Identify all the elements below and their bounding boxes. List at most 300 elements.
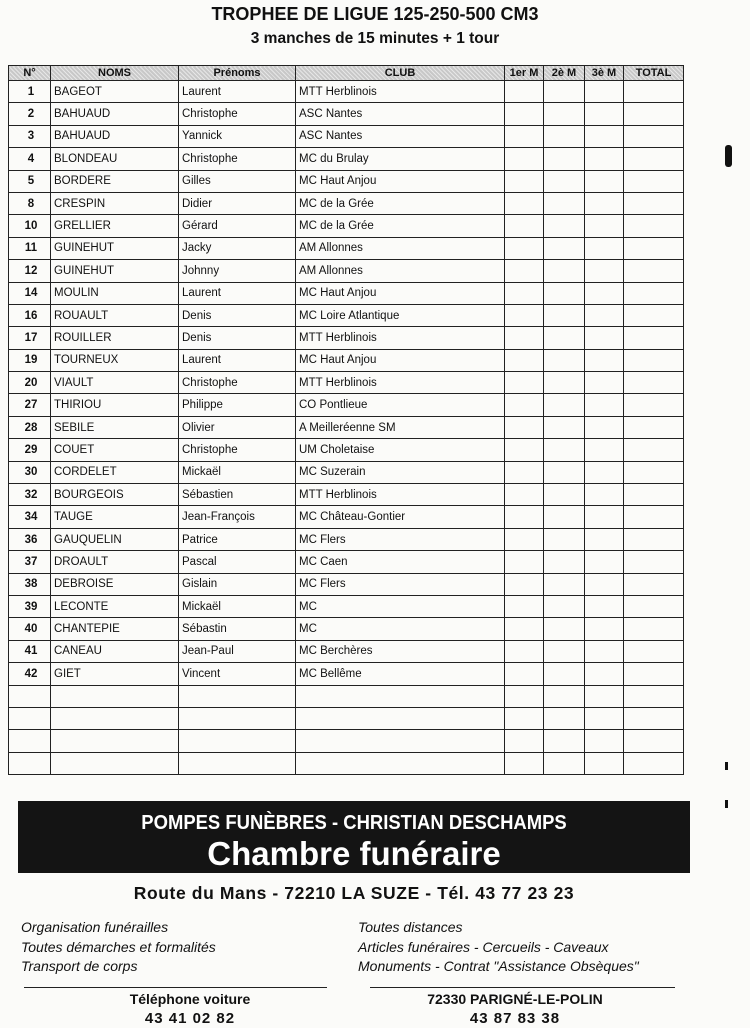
rider-firstname: Patrice	[179, 528, 296, 550]
round2-score	[544, 304, 585, 326]
round1-score	[505, 618, 544, 640]
rider-club	[296, 730, 505, 752]
round1-score	[505, 372, 544, 394]
round1-score	[505, 439, 544, 461]
rider-club: MC Château-Gontier	[296, 506, 505, 528]
total-score	[624, 237, 684, 259]
rider-name: BAGEOT	[51, 81, 179, 103]
rider-firstname	[179, 730, 296, 752]
round3-score	[585, 192, 624, 214]
rider-firstname: Jean-Paul	[179, 640, 296, 662]
rider-number: 16	[9, 304, 51, 326]
ad-car-phone-number: 43 41 02 82	[144, 1010, 236, 1027]
ad-headline: Chambre funéraire	[207, 835, 501, 872]
rider-number: 36	[9, 528, 51, 550]
rider-name: BAHUAUD	[51, 103, 179, 125]
rider-number: 20	[9, 372, 51, 394]
round1-score	[505, 349, 544, 371]
total-score	[624, 484, 684, 506]
round3-score	[585, 595, 624, 617]
round3-score	[585, 528, 624, 550]
round1-score	[505, 551, 544, 573]
round1-score	[505, 484, 544, 506]
table-row	[9, 148, 684, 170]
rider-club: MC Loire Atlantique	[296, 304, 505, 326]
total-score	[624, 685, 684, 707]
total-score	[624, 618, 684, 640]
rider-number: 37	[9, 551, 51, 573]
round1-score	[505, 282, 544, 304]
table-row	[9, 192, 684, 214]
table-row	[9, 439, 684, 461]
rider-club: MC Suzerain	[296, 461, 505, 483]
total-score	[624, 573, 684, 595]
col-header-club: CLUB	[296, 66, 505, 81]
col-header-number: N°	[9, 66, 51, 81]
table-row	[9, 327, 684, 349]
ad-service-item: Organisation funérailles	[21, 919, 169, 935]
col-header-round2: 2è M	[544, 66, 585, 81]
round3-score	[585, 170, 624, 192]
rider-club: MC de la Grée	[296, 192, 505, 214]
round2-score	[544, 439, 585, 461]
round3-score	[585, 640, 624, 662]
rider-club: MTT Herblinois	[296, 484, 505, 506]
rider-number: 32	[9, 484, 51, 506]
rider-firstname: Sébastin	[179, 618, 296, 640]
rider-name: COUET	[51, 439, 179, 461]
rider-number: 3	[9, 125, 51, 147]
page-title: TROPHEE DE LIGUE 125-250-500 CM3	[211, 4, 539, 24]
ad-service-item: Articles funéraires - Cercueils - Caveaux	[358, 938, 609, 955]
round1-score	[505, 304, 544, 326]
rider-firstname: Johnny	[179, 260, 296, 282]
ad-divider-left	[24, 987, 327, 988]
round2-score	[544, 372, 585, 394]
total-score	[624, 125, 684, 147]
total-score	[624, 551, 684, 573]
round1-score	[505, 170, 544, 192]
rider-name: GAUQUELIN	[51, 528, 179, 550]
round1-score	[505, 237, 544, 259]
rider-firstname: Philippe	[179, 394, 296, 416]
round2-score	[544, 685, 585, 707]
table-row	[9, 506, 684, 528]
round1-score	[505, 640, 544, 662]
round3-score	[585, 327, 624, 349]
round2-score	[544, 170, 585, 192]
table-header-row	[9, 66, 684, 81]
round2-score	[544, 595, 585, 617]
rider-firstname: Christophe	[179, 103, 296, 125]
total-score	[624, 103, 684, 125]
total-score	[624, 707, 684, 729]
rider-firstname	[179, 707, 296, 729]
rider-number: 39	[9, 595, 51, 617]
rider-number: 40	[9, 618, 51, 640]
table-row	[9, 416, 684, 438]
rider-name: LECONTE	[51, 595, 179, 617]
total-score	[624, 528, 684, 550]
rider-firstname: Gérard	[179, 215, 296, 237]
rider-name: DEBROISE	[51, 573, 179, 595]
round1-score	[505, 663, 544, 685]
rider-number: 28	[9, 416, 51, 438]
ad-divider-right	[370, 987, 675, 988]
round2-score	[544, 551, 585, 573]
rider-number: 8	[9, 192, 51, 214]
round1-score	[505, 461, 544, 483]
rider-club: MTT Herblinois	[296, 372, 505, 394]
rider-firstname: Denis	[179, 327, 296, 349]
col-header-firstname: Prénoms	[179, 66, 296, 81]
rider-club: MC du Brulay	[296, 148, 505, 170]
rider-club: MC Haut Anjou	[296, 349, 505, 371]
round2-score	[544, 81, 585, 103]
total-score	[624, 439, 684, 461]
table-row	[9, 640, 684, 662]
rider-name: BLONDEAU	[51, 148, 179, 170]
ad-services-left	[21, 918, 216, 977]
rider-name: GUINEHUT	[51, 237, 179, 259]
rider-firstname: Laurent	[179, 282, 296, 304]
round3-score	[585, 663, 624, 685]
rider-firstname: Christophe	[179, 439, 296, 461]
rider-firstname	[179, 685, 296, 707]
total-score	[624, 663, 684, 685]
round1-score	[505, 528, 544, 550]
total-score	[624, 752, 684, 774]
col-header-name: NOMS	[51, 66, 179, 81]
rider-number: 14	[9, 282, 51, 304]
rider-name: VIAULT	[51, 372, 179, 394]
rider-club: MC Caen	[296, 551, 505, 573]
rider-name: TOURNEUX	[51, 349, 179, 371]
rider-name	[51, 730, 179, 752]
table-row	[9, 125, 684, 147]
rider-number: 30	[9, 461, 51, 483]
total-score	[624, 461, 684, 483]
rider-name: BAHUAUD	[51, 125, 179, 147]
round3-score	[585, 506, 624, 528]
rider-name: GIET	[51, 663, 179, 685]
round2-score	[544, 327, 585, 349]
total-score	[624, 730, 684, 752]
total-score	[624, 640, 684, 662]
col-header-total: TOTAL	[624, 66, 684, 81]
table-row	[9, 528, 684, 550]
table-row	[9, 237, 684, 259]
rider-club: CO Pontlieue	[296, 394, 505, 416]
round3-score	[585, 215, 624, 237]
table-row	[9, 170, 684, 192]
rider-firstname: Vincent	[179, 663, 296, 685]
round1-score	[505, 81, 544, 103]
round1-score	[505, 595, 544, 617]
rider-firstname: Christophe	[179, 148, 296, 170]
rider-number: 11	[9, 237, 51, 259]
total-score	[624, 215, 684, 237]
table-row	[9, 707, 684, 729]
rider-club: MC Bellême	[296, 663, 505, 685]
round3-score	[585, 685, 624, 707]
table-row	[9, 282, 684, 304]
rider-number: 34	[9, 506, 51, 528]
rider-firstname: Laurent	[179, 81, 296, 103]
rider-name: MOULIN	[51, 282, 179, 304]
round1-score	[505, 707, 544, 729]
rider-number: 42	[9, 663, 51, 685]
round3-score	[585, 618, 624, 640]
table-row	[9, 461, 684, 483]
rider-name: ROUAULT	[51, 304, 179, 326]
table-row	[9, 372, 684, 394]
table-row	[9, 304, 684, 326]
ad-service-item: Monuments - Contrat "Assistance Obsèques"	[358, 958, 639, 974]
table-row	[9, 103, 684, 125]
binder-tick-mark	[725, 800, 728, 808]
rider-club: AM Allonnes	[296, 260, 505, 282]
round1-score	[505, 192, 544, 214]
round2-score	[544, 707, 585, 729]
binder-tick-mark	[725, 762, 728, 770]
round2-score	[544, 640, 585, 662]
round2-score	[544, 484, 585, 506]
rider-number: 12	[9, 260, 51, 282]
rider-club: ASC Nantes	[296, 103, 505, 125]
rider-name: GRELLIER	[51, 215, 179, 237]
ad-service-item: Toutes distances	[358, 919, 463, 935]
rider-club	[296, 707, 505, 729]
round2-score	[544, 260, 585, 282]
round2-score	[544, 215, 585, 237]
table-row	[9, 394, 684, 416]
rider-name: TAUGE	[51, 506, 179, 528]
total-score	[624, 372, 684, 394]
round2-score	[544, 103, 585, 125]
table-row	[9, 81, 684, 103]
round3-score	[585, 730, 624, 752]
total-score	[624, 260, 684, 282]
rider-name: DROAULT	[51, 551, 179, 573]
rider-club: MTT Herblinois	[296, 81, 505, 103]
binder-hole-mark	[725, 145, 732, 167]
round2-score	[544, 282, 585, 304]
rider-number: 5	[9, 170, 51, 192]
rider-number: 2	[9, 103, 51, 125]
table-row	[9, 618, 684, 640]
rider-number	[9, 752, 51, 774]
rider-club: MC Haut Anjou	[296, 282, 505, 304]
rider-name: SEBILE	[51, 416, 179, 438]
round2-score	[544, 192, 585, 214]
round2-score	[544, 416, 585, 438]
rider-firstname: Gilles	[179, 170, 296, 192]
col-header-round3: 3è M	[585, 66, 624, 81]
rider-name: BOURGEOIS	[51, 484, 179, 506]
total-score	[624, 304, 684, 326]
ad-services-right	[358, 918, 639, 977]
round3-score	[585, 237, 624, 259]
round1-score	[505, 260, 544, 282]
rider-firstname: Sébastien	[179, 484, 296, 506]
round1-score	[505, 416, 544, 438]
round2-score	[544, 752, 585, 774]
round3-score	[585, 148, 624, 170]
rider-firstname: Didier	[179, 192, 296, 214]
round1-score	[505, 125, 544, 147]
rider-firstname: Jacky	[179, 237, 296, 259]
rider-club	[296, 752, 505, 774]
rider-club: UM Choletaise	[296, 439, 505, 461]
round3-score	[585, 752, 624, 774]
round1-score	[505, 148, 544, 170]
ad-service-item: Transport de corps	[21, 958, 138, 974]
total-score	[624, 81, 684, 103]
table-row	[9, 573, 684, 595]
ad-secondary-address: 72330 PARIGNÉ-LE-POLIN	[427, 991, 603, 1007]
table-row	[9, 595, 684, 617]
rider-number: 4	[9, 148, 51, 170]
round1-score	[505, 103, 544, 125]
round2-score	[544, 349, 585, 371]
rider-name: CRESPIN	[51, 192, 179, 214]
rider-firstname: Mickaël	[179, 461, 296, 483]
table-row	[9, 349, 684, 371]
rider-number: 27	[9, 394, 51, 416]
round1-score	[505, 394, 544, 416]
round1-score	[505, 573, 544, 595]
table-row	[9, 730, 684, 752]
total-score	[624, 595, 684, 617]
rider-name	[51, 707, 179, 729]
total-score	[624, 148, 684, 170]
round3-score	[585, 282, 624, 304]
round2-score	[544, 528, 585, 550]
rider-name: CORDELET	[51, 461, 179, 483]
table-row	[9, 551, 684, 573]
rider-name: GUINEHUT	[51, 260, 179, 282]
round3-score	[585, 484, 624, 506]
round3-score	[585, 81, 624, 103]
total-score	[624, 416, 684, 438]
table-row	[9, 663, 684, 685]
round3-score	[585, 394, 624, 416]
ad-secondary-phone: 43 87 83 38	[469, 1010, 561, 1027]
total-score	[624, 282, 684, 304]
rider-number	[9, 730, 51, 752]
rider-firstname: Mickaël	[179, 595, 296, 617]
round2-score	[544, 618, 585, 640]
rider-number	[9, 685, 51, 707]
rider-firstname: Laurent	[179, 349, 296, 371]
rider-number: 19	[9, 349, 51, 371]
rider-club: ASC Nantes	[296, 125, 505, 147]
round2-score	[544, 663, 585, 685]
table-row	[9, 752, 684, 774]
funeral-ad-banner	[18, 801, 690, 873]
rider-club: MC Flers	[296, 528, 505, 550]
round3-score	[585, 461, 624, 483]
round3-score	[585, 707, 624, 729]
rider-number: 1	[9, 81, 51, 103]
round2-score	[544, 730, 585, 752]
round1-score	[505, 215, 544, 237]
rider-name: BORDERE	[51, 170, 179, 192]
rider-firstname: Gislain	[179, 573, 296, 595]
total-score	[624, 506, 684, 528]
round2-score	[544, 148, 585, 170]
table-row	[9, 215, 684, 237]
rider-name: CHANTEPIE	[51, 618, 179, 640]
rider-firstname: Christophe	[179, 372, 296, 394]
round3-score	[585, 349, 624, 371]
rider-club: A Meilleréenne SM	[296, 416, 505, 438]
round3-score	[585, 551, 624, 573]
round3-score	[585, 439, 624, 461]
results-table	[8, 65, 684, 775]
rider-number: 41	[9, 640, 51, 662]
round2-score	[544, 394, 585, 416]
table-row	[9, 260, 684, 282]
rider-name	[51, 752, 179, 774]
rider-name	[51, 685, 179, 707]
rider-firstname: Jean-François	[179, 506, 296, 528]
rider-number: 17	[9, 327, 51, 349]
round2-score	[544, 573, 585, 595]
rider-club	[296, 685, 505, 707]
ad-car-phone-label: Téléphone voiture	[129, 991, 251, 1007]
total-score	[624, 192, 684, 214]
rider-club: MC de la Grée	[296, 215, 505, 237]
ad-address: Route du Mans - 72210 LA SUZE - Tél. 43 77 23 23	[133, 883, 575, 903]
ad-company-name: POMPES FUNÈBRES - CHRISTIAN DESCHAMPS	[141, 811, 567, 834]
rider-club: AM Allonnes	[296, 237, 505, 259]
round1-score	[505, 730, 544, 752]
ad-service-item: Toutes démarches et formalités	[21, 938, 216, 955]
round3-score	[585, 125, 624, 147]
page-subtitle: 3 manches de 15 minutes + 1 tour	[250, 30, 500, 47]
rider-club: MC Flers	[296, 573, 505, 595]
round1-score	[505, 685, 544, 707]
round1-score	[505, 752, 544, 774]
rider-firstname: Yannick	[179, 125, 296, 147]
rider-club: MC	[296, 595, 505, 617]
rider-number: 29	[9, 439, 51, 461]
rider-club: MC	[296, 618, 505, 640]
round2-score	[544, 125, 585, 147]
round3-score	[585, 372, 624, 394]
rider-club: MTT Herblinois	[296, 327, 505, 349]
table-row	[9, 484, 684, 506]
rider-firstname: Olivier	[179, 416, 296, 438]
round3-score	[585, 416, 624, 438]
total-score	[624, 170, 684, 192]
table-row	[9, 685, 684, 707]
round3-score	[585, 304, 624, 326]
round3-score	[585, 260, 624, 282]
rider-name: CANEAU	[51, 640, 179, 662]
round2-score	[544, 237, 585, 259]
total-score	[624, 327, 684, 349]
rider-club: MC Berchères	[296, 640, 505, 662]
rider-name: THIRIOU	[51, 394, 179, 416]
total-score	[624, 349, 684, 371]
rider-firstname: Denis	[179, 304, 296, 326]
round2-score	[544, 506, 585, 528]
total-score	[624, 394, 684, 416]
round1-score	[505, 506, 544, 528]
